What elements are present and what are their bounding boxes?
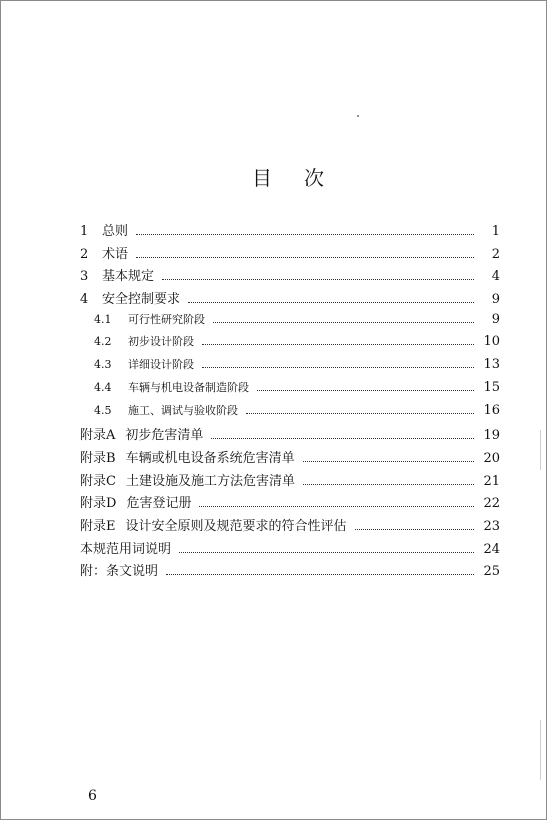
toc-number: 4.2 [94,335,112,349]
toc-label: 车辆与机电设备制造阶段 [128,380,249,394]
toc-entry[interactable] [80,538,500,561]
toc-label: 详细设计阶段 [128,358,194,372]
toc-page: 19 [483,428,500,444]
toc-leader-dots [213,322,474,323]
toc-label: 可行性研究阶段 [128,312,205,326]
toc-page: 9 [491,292,500,308]
title-char: 次 [304,166,324,190]
table-of-contents [80,220,500,583]
toc-number: 附录B [80,450,116,466]
toc-number: 4.1 [94,312,112,326]
toc-number: 附录C [80,473,116,489]
toc-label: 土建设施及施工方法危害清单 [125,473,295,489]
toc-leader-dots [162,279,474,280]
toc-subentry[interactable] [80,333,500,356]
toc-entry[interactable] [80,288,500,311]
toc-page: 1 [491,224,500,239]
toc-subentry[interactable] [80,379,500,402]
toc-page: 16 [483,402,500,418]
toc-appendix-entry[interactable] [80,492,500,515]
toc-leader-dots [136,257,474,258]
toc-label: 基本规定 [102,269,155,285]
title-char: 目 [252,166,272,190]
toc-label: 设计安全原则及规范要求的符合性评估 [125,518,347,534]
toc-number: 3 [80,269,89,285]
toc-page: 20 [483,450,500,466]
toc-label: 附：条文说明 [80,564,159,580]
toc-subentry[interactable] [80,402,500,425]
toc-label: 施工、调试与验收阶段 [128,403,238,417]
toc-number: 1 [80,224,89,239]
toc-number: 附录A [80,428,116,444]
toc-label: 安全控制要求 [102,292,181,308]
toc-label: 本规范用词说明 [80,541,172,557]
toc-page: 9 [491,311,500,327]
toc-number: 4.4 [94,380,112,394]
toc-leader-dots [199,506,474,507]
toc-entry[interactable] [80,220,500,243]
toc-page: 24 [483,541,500,557]
toc-label: 初步设计阶段 [128,335,194,349]
toc-page: 22 [483,496,500,512]
toc-leader-dots [188,302,474,303]
toc-leader-dots [303,484,474,485]
page-number: 6 [88,788,97,804]
scan-edge-mark [540,430,541,470]
toc-leader-dots [211,438,474,439]
toc-leader-dots [136,234,474,235]
toc-number: 4.5 [94,403,112,417]
toc-page: 2 [491,246,500,262]
toc-entry[interactable] [80,243,500,266]
toc-label: 总则 [102,224,129,239]
toc-number: 附录E [80,518,116,534]
toc-page: 25 [483,564,500,580]
toc-number: 4.3 [94,358,112,372]
toc-number: 附录D [80,496,117,512]
toc-number: 2 [80,246,89,262]
toc-leader-dots [303,461,474,462]
toc-label: 车辆或机电设备系统危害清单 [125,450,295,466]
toc-page: 10 [483,334,500,350]
toc-appendix-entry[interactable] [80,424,500,447]
toc-subentry[interactable] [80,311,500,334]
toc-page: 21 [483,473,500,489]
toc-entry[interactable] [80,265,500,288]
toc-appendix-entry[interactable] [80,447,500,470]
toc-page: 15 [483,379,500,395]
toc-leader-dots [202,344,474,345]
toc-leader-dots [166,574,474,575]
scan-edge-mark [540,720,541,780]
toc-leader-dots [246,413,474,414]
toc-page: 4 [491,269,500,285]
toc-label: 危害登记册 [126,496,192,512]
toc-entry[interactable] [80,560,500,583]
toc-page: 23 [483,518,500,534]
toc-appendix-entry[interactable] [80,470,500,493]
toc-label: 术语 [102,246,129,262]
toc-leader-dots [179,552,474,553]
toc-leader-dots [202,367,474,368]
toc-label: 初步危害清单 [125,428,204,444]
scan-speck [357,115,359,117]
toc-page: 13 [483,357,500,373]
toc-leader-dots [257,390,474,391]
toc-subentry[interactable] [80,356,500,379]
toc-number: 4 [80,292,89,308]
toc-appendix-entry[interactable] [80,515,500,538]
toc-leader-dots [355,529,474,530]
